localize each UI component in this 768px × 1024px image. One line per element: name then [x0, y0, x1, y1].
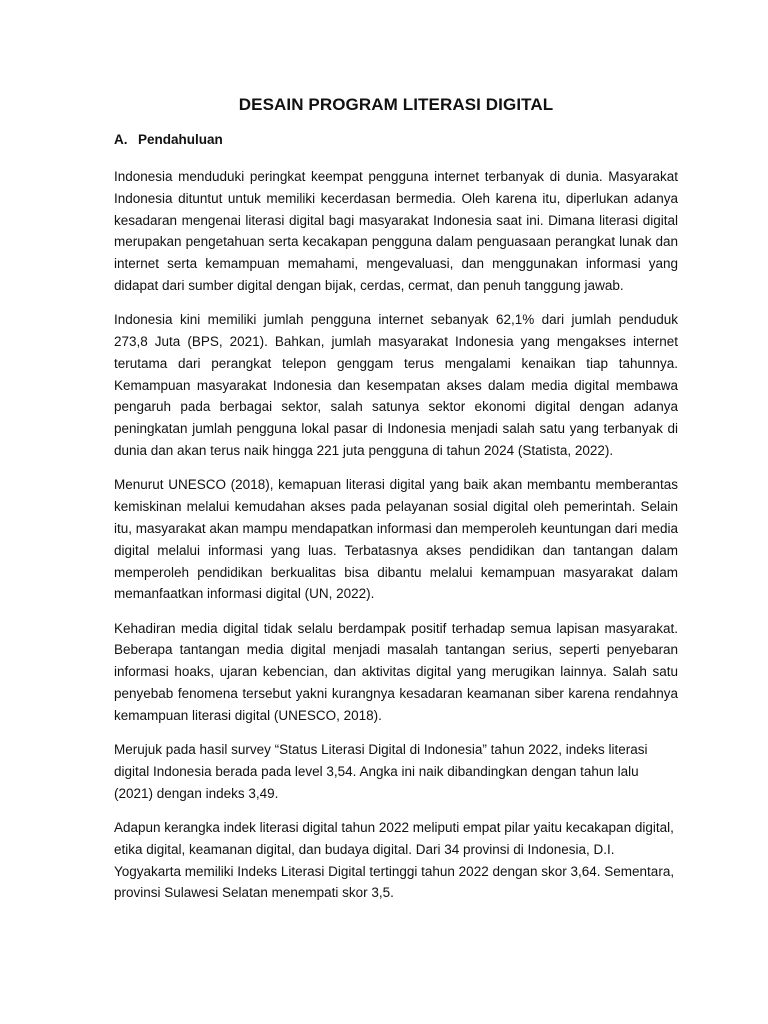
paragraph-2: Indonesia kini memiliki jumlah pengguna internet sebanyak 62,1% dari jumlah penduduk 273,8 Juta (BPS, 2021). Bahkan, jumlah masyarakat Indonesia yang mengakses internet terutama dari perangkat telepon genggam terus mengalami kenaikan tiap tahunnya. Kemampuan masyarakat Indonesia dan kesempatan akses dalam media digital membawa pengaruh pada berbagai sektor, salah satunya sektor ekonomi digital dengan adanya peningkatan jumlah pengguna lokal pasar di Indonesia menjadi salah satu yang terbanyak di dunia dan akan terus naik hingga 221 juta pengguna di tahun 2024 (Statista, 2022). — [114, 312, 678, 459]
paragraph-3: Menurut UNESCO (2018), kemapuan literasi digital yang baik akan membantu memberantas kemiskinan melalui kemudahan akses pada pelayanan sosial digital oleh pemerintah. Selain itu, masyarakat akan mampu mendapatkan informasi dan memperoleh keuntungan dari media digital melalui informasi yang luas. Terbatasnya akses pendidikan dan tantangan dalam memperoleh pendidikan berkualitas bisa dibantu melalui kemampuan masyarakat dalam memanfaatkan informasi digital (UN, 2022). — [114, 477, 678, 602]
section-marker: A. — [114, 132, 128, 147]
paragraph-5: Merujuk pada hasil survey “Status Literasi Digital di Indonesia” tahun 2022, indeks literasi digital Indonesia berada pada level 3,54. Angka ini naik dibandingkan dengan tahun lalu (2021) dengan indeks 3,49. — [114, 742, 648, 801]
document-body — [114, 92, 678, 917]
paragraph-4: Kehadiran media digital tidak selalu berdampak positif terhadap semua lapisan masyarakat. Beberapa tantangan media digital menjadi masalah tantangan serius, seperti penyebaran informasi hoaks, ujaran kebencian, dan aktivitas digital yang merugikan lainnya. Salah satu penyebab fenomena tersebut yakni kurangnya kesadaran keamanan siber karena rendahnya kemampuan literasi digital (UNESCO, 2018). — [114, 620, 678, 723]
paragraph-6: Adapun kerangka indek literasi digital tahun 2022 meliputi empat pilar yaitu kecakapan digital, etika digital, keamanan digital, dan budaya digital. Dari 34 provinsi di Indonesia, D.I. Yogyakarta memiliki Indeks Literasi Digital tertinggi tahun 2022 dengan skor 3,64. Sementara, provinsi Sulawesi Selatan menempati skor 3,5. — [114, 820, 675, 901]
document-title: DESAIN PROGRAM LITERASI DIGITAL — [238, 95, 554, 114]
section-heading — [114, 130, 678, 150]
section-title: Pendahuluan — [138, 132, 223, 147]
paragraph-1: Indonesia menduduki peringkat keempat pengguna internet terbanyak di dunia. Masyarakat Indonesia dituntut untuk memiliki kecerdasan bermedia. Oleh karena itu, diperlukan adanya kesadaran mengenai literasi digital bagi masyarakat Indonesia saat ini. Dimana literasi digital merupakan pengetahuan serta kecakapan pengguna dalam penguasaan perangkat lunak dan internet serta kemampuan memahami, mengevaluasi, dan menggunakan informasi yang didapat dari sumber digital dengan bijak, cerdas, cermat, dan penuh tanggung jawab. — [114, 169, 678, 293]
